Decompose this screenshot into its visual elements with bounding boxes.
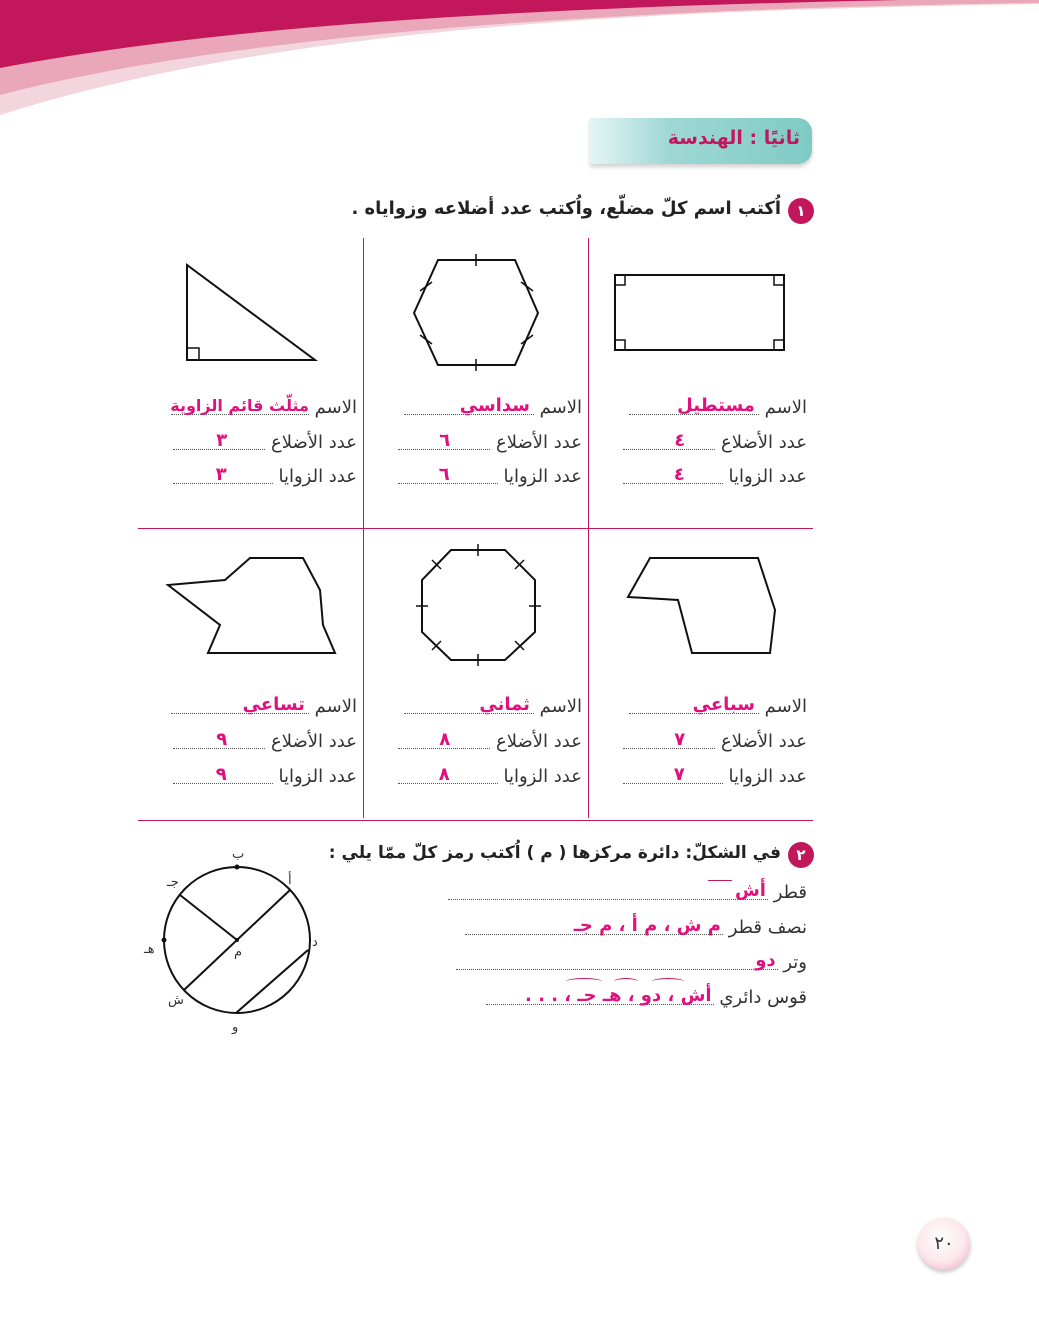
circle-label: جـ (167, 875, 179, 890)
diameter-answer: أش (734, 880, 766, 901)
chord-answer: دو (755, 950, 776, 971)
arc-mark (566, 978, 602, 985)
circle-label: د (312, 935, 318, 950)
arc-answer: أش ، دو ، هـ جـ ، . . . (524, 985, 712, 1006)
diameter-row: قطر أش (448, 878, 807, 908)
triangle-name-field: الاسم مثلّث قائم الزاوية (171, 393, 357, 423)
nonagon-shape (160, 550, 345, 660)
circle-label: م (234, 945, 243, 960)
radius-answer: م ش ، م أ ، م جـ (573, 915, 721, 936)
question-1-number: ١ (788, 198, 814, 224)
question-2-instruction: في الشكلّ: دائرة مركزها ( م ) اُكتب رمز كلّ ممّا يلي : (328, 843, 781, 863)
right-triangle-shape (175, 255, 325, 370)
triangle-sides-field: عدد الأضلاع ٣ (173, 428, 357, 458)
rectangle-name-answer: مستطيل (677, 395, 755, 416)
rectangle-angles-field: عدد الزوايا ٤ (623, 462, 807, 492)
rectangle-name-field: الاسم مستطيل (629, 393, 807, 423)
nonagon-angles-field: عدد الزوايا ٩ (173, 762, 357, 792)
heptagon-sides-field: عدد الأضلاع ٧ (623, 727, 807, 757)
section-banner (590, 118, 812, 164)
arc-mark (652, 978, 684, 985)
chord-row: وتر دو (456, 948, 807, 978)
hexagon-shape (405, 245, 550, 380)
grid-divider (138, 528, 813, 529)
rectangle-shape (600, 260, 800, 370)
radius-row: نصف قطر م ش ، م أ ، م جـ (465, 913, 807, 943)
circle-label: ب (232, 847, 245, 862)
hexagon-angles-field: عدد الزوايا ٦ (398, 462, 582, 492)
heptagon-angles-field: عدد الزوايا ٧ (623, 762, 807, 792)
circle-label: و (232, 1020, 239, 1035)
hexagon-name-answer: سداسي (459, 395, 530, 416)
circle-label: هـ (144, 942, 155, 957)
heptagon-shape (620, 550, 790, 660)
triangle-name-answer: مثلّث قائم الزاوية (170, 396, 309, 415)
heptagon-name-field: الاسم سباعي (629, 692, 807, 722)
nonagon-name-field: الاسم تساعي (171, 692, 357, 722)
circle-label: ش (168, 993, 184, 1008)
page-number: ٢٠ (918, 1218, 970, 1270)
hexagon-sides-field: عدد الأضلاع ٦ (398, 428, 582, 458)
triangle-angles-field: عدد الزوايا ٣ (173, 462, 357, 492)
octagon-shape (405, 540, 550, 670)
section-title: ثانيًا : الهندسة (667, 127, 800, 149)
octagon-sides-field: عدد الأضلاع ٨ (398, 727, 582, 757)
rectangle-sides-field: عدد الأضلاع ٤ (623, 428, 807, 458)
octagon-name-field: الاسم ثماني (404, 692, 582, 722)
octagon-angles-field: عدد الزوايا ٨ (398, 762, 582, 792)
circle-diagram (140, 840, 340, 1040)
segment-mark (708, 880, 732, 883)
nonagon-sides-field: عدد الأضلاع ٩ (173, 727, 357, 757)
question-1-instruction: اُكتب اسم كلّ مضلّع، واُكتب عدد أضلاعه وزواياه . (351, 198, 781, 219)
header-swoosh (0, 0, 1039, 130)
grid-divider (138, 820, 813, 821)
hexagon-name-field: الاسم سداسي (404, 393, 582, 423)
arc-mark (614, 978, 638, 985)
question-2-number: ٢ (788, 842, 814, 868)
circle-label: أ (288, 873, 292, 888)
arc-row: قوس دائري أش ، دو ، هـ جـ ، . . . (486, 983, 807, 1013)
